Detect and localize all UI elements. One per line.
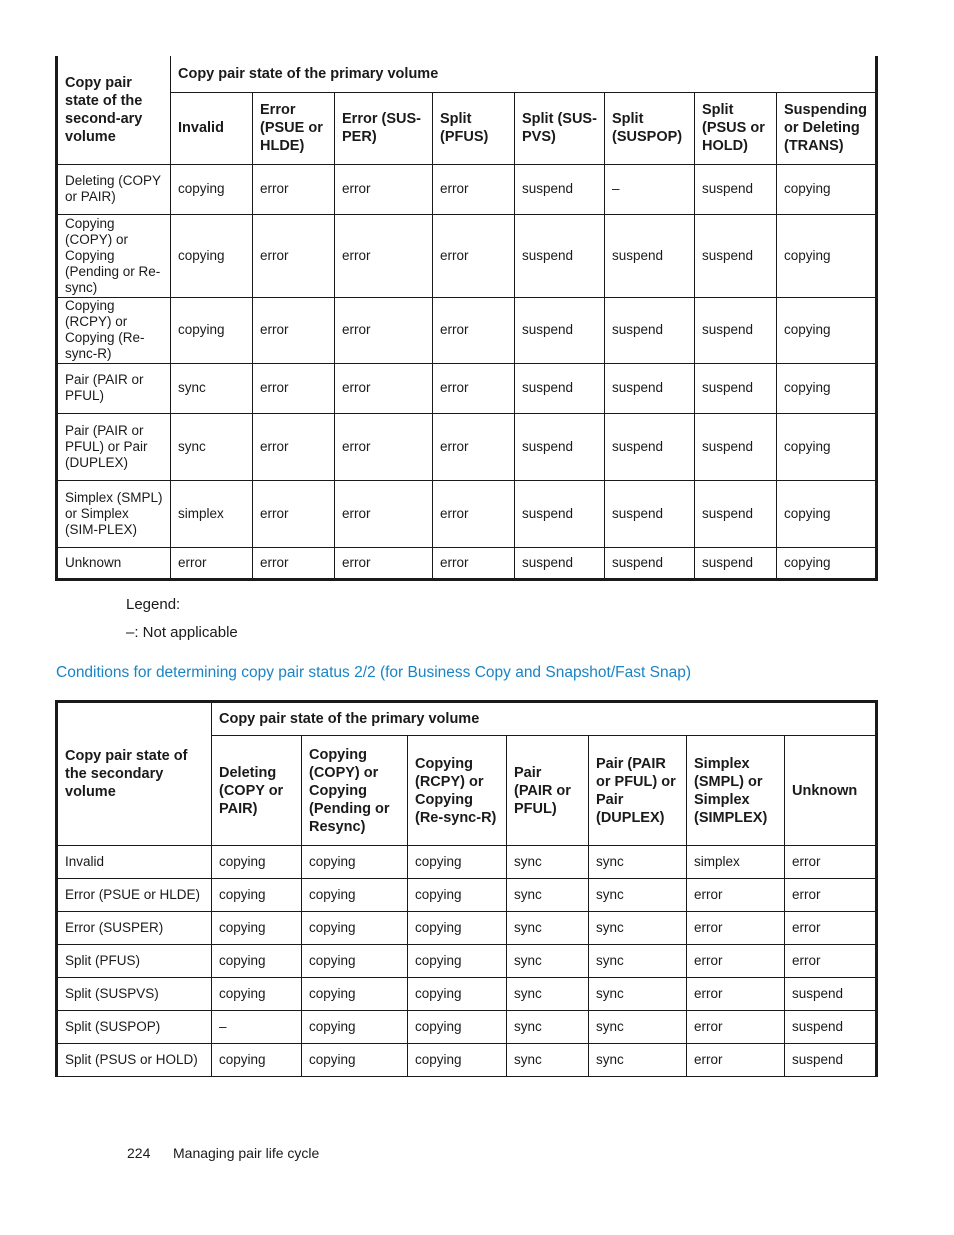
table-cell: copying: [777, 164, 877, 214]
row-label: Unknown: [57, 547, 171, 579]
table-cell: suspend: [605, 214, 695, 297]
table-cell: suspend: [515, 297, 605, 363]
table-cell: error: [335, 480, 433, 547]
table-cell: suspend: [515, 547, 605, 579]
table-cell: suspend: [515, 413, 605, 480]
table-cell: suspend: [695, 164, 777, 214]
table-cell: suspend: [605, 297, 695, 363]
legend-item: –: Not applicable: [126, 624, 238, 641]
table-cell: error: [253, 547, 335, 579]
table-cell: copying: [212, 978, 302, 1011]
table-cell: error: [253, 413, 335, 480]
table-row: [57, 846, 877, 879]
table-cell: copying: [302, 1044, 408, 1077]
table-cell: suspend: [695, 547, 777, 579]
table-cell: error: [433, 297, 515, 363]
row-label: Simplex (SMPL) or Simplex (SIM-PLEX): [57, 480, 171, 547]
table-cell: suspend: [695, 480, 777, 547]
table-cell: sync: [589, 978, 687, 1011]
table-cell: suspend: [515, 480, 605, 547]
copy-pair-status-table-1: [55, 56, 878, 581]
table-cell: suspend: [785, 1011, 877, 1044]
table2-corner-header: Copy pair state of the secondary volume: [57, 702, 212, 846]
legend-title: Legend:: [126, 596, 181, 613]
table-cell: copying: [212, 945, 302, 978]
table-cell: error: [433, 363, 515, 413]
row-label: Split (SUSPOP): [57, 1011, 212, 1044]
table-cell: copying: [302, 846, 408, 879]
table-cell: error: [687, 912, 785, 945]
table-cell: simplex: [687, 846, 785, 879]
table-cell: copying: [408, 879, 507, 912]
table-cell: sync: [507, 945, 589, 978]
table-cell: copying: [408, 846, 507, 879]
table-cell: error: [253, 480, 335, 547]
table1-column-header: Error (SUS-PER): [335, 92, 433, 164]
table-cell: error: [433, 547, 515, 579]
table-cell: error: [433, 214, 515, 297]
table-cell: sync: [589, 945, 687, 978]
table-cell: copying: [302, 912, 408, 945]
table1-column-header: Split (PSUS or HOLD): [695, 92, 777, 164]
row-label: Copying (COPY) or Copying (Pending or Re-sync): [57, 214, 171, 297]
table-cell: copying: [302, 1011, 408, 1044]
row-label: Split (SUSPVS): [57, 978, 212, 1011]
table-row: [57, 879, 877, 912]
table-cell: sync: [171, 413, 253, 480]
table-cell: copying: [777, 413, 877, 480]
section-heading: Conditions for determining copy pair status 2/2 (for Business Copy and Snapshot/Fast Snap): [56, 664, 691, 681]
table-cell: sync: [589, 912, 687, 945]
table-cell: –: [212, 1011, 302, 1044]
table-cell: error: [785, 879, 877, 912]
table1-column-header: Error (PSUE or HLDE): [253, 92, 335, 164]
table2-column-header: Deleting (COPY or PAIR): [212, 736, 302, 846]
row-label: Pair (PAIR or PFUL) or Pair (DUPLEX): [57, 413, 171, 480]
table-cell: copying: [408, 945, 507, 978]
table-cell: suspend: [695, 363, 777, 413]
table-cell: error: [253, 164, 335, 214]
table-row: [57, 912, 877, 945]
table-cell: error: [335, 547, 433, 579]
table-cell: copying: [408, 912, 507, 945]
table-cell: copying: [171, 297, 253, 363]
table-cell: copying: [777, 297, 877, 363]
table-cell: error: [687, 978, 785, 1011]
table-row: [57, 363, 877, 413]
table-cell: error: [335, 363, 433, 413]
table2-column-header: Pair (PAIR or PFUL): [507, 736, 589, 846]
table-cell: sync: [171, 363, 253, 413]
table-row: [57, 480, 877, 547]
row-label: Split (PSUS or HOLD): [57, 1044, 212, 1077]
table-cell: copying: [777, 547, 877, 579]
table-cell: copying: [212, 879, 302, 912]
table-cell: copying: [212, 1044, 302, 1077]
table1-group-header: Copy pair state of the primary volume: [171, 56, 877, 92]
table-cell: suspend: [605, 547, 695, 579]
table-cell: suspend: [515, 214, 605, 297]
table-cell: error: [785, 945, 877, 978]
table-cell: error: [433, 164, 515, 214]
table-cell: sync: [589, 1011, 687, 1044]
table-cell: sync: [507, 978, 589, 1011]
table-row: [57, 978, 877, 1011]
table-cell: sync: [589, 1044, 687, 1077]
table-cell: copying: [212, 846, 302, 879]
table-cell: suspend: [605, 413, 695, 480]
table-cell: suspend: [605, 363, 695, 413]
table-cell: sync: [589, 879, 687, 912]
table-cell: copying: [777, 480, 877, 547]
copy-pair-status-table-2: [55, 700, 878, 1077]
table-cell: copying: [408, 1044, 507, 1077]
table-cell: sync: [507, 1044, 589, 1077]
table-cell: error: [687, 1044, 785, 1077]
table-row: [57, 297, 877, 363]
table2-group-header-row: [57, 702, 877, 736]
table-cell: sync: [589, 846, 687, 879]
table-cell: copying: [302, 945, 408, 978]
table2-column-header: Pair (PAIR or PFUL) or Pair (DUPLEX): [589, 736, 687, 846]
table-cell: simplex: [171, 480, 253, 547]
table-cell: error: [253, 363, 335, 413]
table-cell: sync: [507, 912, 589, 945]
table-cell: error: [785, 846, 877, 879]
table-cell: suspend: [605, 480, 695, 547]
table-cell: error: [335, 297, 433, 363]
table2-column-header: Simplex (SMPL) or Simplex (SIMPLEX): [687, 736, 785, 846]
table-cell: error: [785, 912, 877, 945]
table-cell: suspend: [515, 363, 605, 413]
table2-column-header: Unknown: [785, 736, 877, 846]
table1-column-header-row: [57, 92, 877, 164]
table2-column-header: Copying (COPY) or Copying (Pending or Resync): [302, 736, 408, 846]
row-label: Split (PFUS): [57, 945, 212, 978]
table-row: [57, 413, 877, 480]
table2-column-header: Copying (RCPY) or Copying (Re-sync-R): [408, 736, 507, 846]
table-cell: copying: [212, 912, 302, 945]
table-cell: copying: [777, 214, 877, 297]
table-cell: copying: [408, 978, 507, 1011]
table-cell: copying: [777, 363, 877, 413]
table-cell: copying: [408, 1011, 507, 1044]
table-cell: error: [335, 413, 433, 480]
row-label: Error (PSUE or HLDE): [57, 879, 212, 912]
table-cell: suspend: [515, 164, 605, 214]
table-cell: error: [687, 879, 785, 912]
row-label: Invalid: [57, 846, 212, 879]
table-cell: error: [433, 413, 515, 480]
table-cell: error: [433, 480, 515, 547]
table-cell: –: [605, 164, 695, 214]
table-cell: copying: [302, 879, 408, 912]
table-cell: copying: [302, 978, 408, 1011]
table1-column-header: Split (PFUS): [433, 92, 515, 164]
table1-corner-header: Copy pair state of the second-ary volume: [57, 56, 171, 164]
table-cell: copying: [171, 214, 253, 297]
table-cell: sync: [507, 846, 589, 879]
table-row: [57, 547, 877, 579]
table-row: [57, 214, 877, 297]
table-row: [57, 945, 877, 978]
row-label: Copying (RCPY) or Copying (Re-sync-R): [57, 297, 171, 363]
table1-column-header: Invalid: [171, 92, 253, 164]
table-cell: suspend: [695, 413, 777, 480]
table-row: [57, 1044, 877, 1077]
table-cell: error: [253, 297, 335, 363]
table1-column-header: Suspending or Deleting (TRANS): [777, 92, 877, 164]
table1-column-header: Split (SUS-PVS): [515, 92, 605, 164]
table-cell: copying: [171, 164, 253, 214]
table-cell: suspend: [785, 1044, 877, 1077]
table-cell: error: [335, 164, 433, 214]
table1-column-header: Split (SUSPOP): [605, 92, 695, 164]
row-label: Error (SUSPER): [57, 912, 212, 945]
table-cell: error: [171, 547, 253, 579]
table-row: [57, 164, 877, 214]
table-cell: suspend: [695, 297, 777, 363]
table-cell: suspend: [785, 978, 877, 1011]
table-cell: sync: [507, 1011, 589, 1044]
footer-section-title: Managing pair life cycle: [173, 1145, 320, 1161]
table-cell: suspend: [695, 214, 777, 297]
page-number: 224: [127, 1145, 151, 1161]
table-cell: error: [253, 214, 335, 297]
table-cell: error: [687, 1011, 785, 1044]
row-label: Deleting (COPY or PAIR): [57, 164, 171, 214]
table2-group-header: Copy pair state of the primary volume: [212, 702, 877, 736]
table-cell: error: [335, 214, 433, 297]
table-cell: sync: [507, 879, 589, 912]
table1-group-header-row: [57, 56, 877, 92]
table-cell: error: [687, 945, 785, 978]
table-row: [57, 1011, 877, 1044]
row-label: Pair (PAIR or PFUL): [57, 363, 171, 413]
